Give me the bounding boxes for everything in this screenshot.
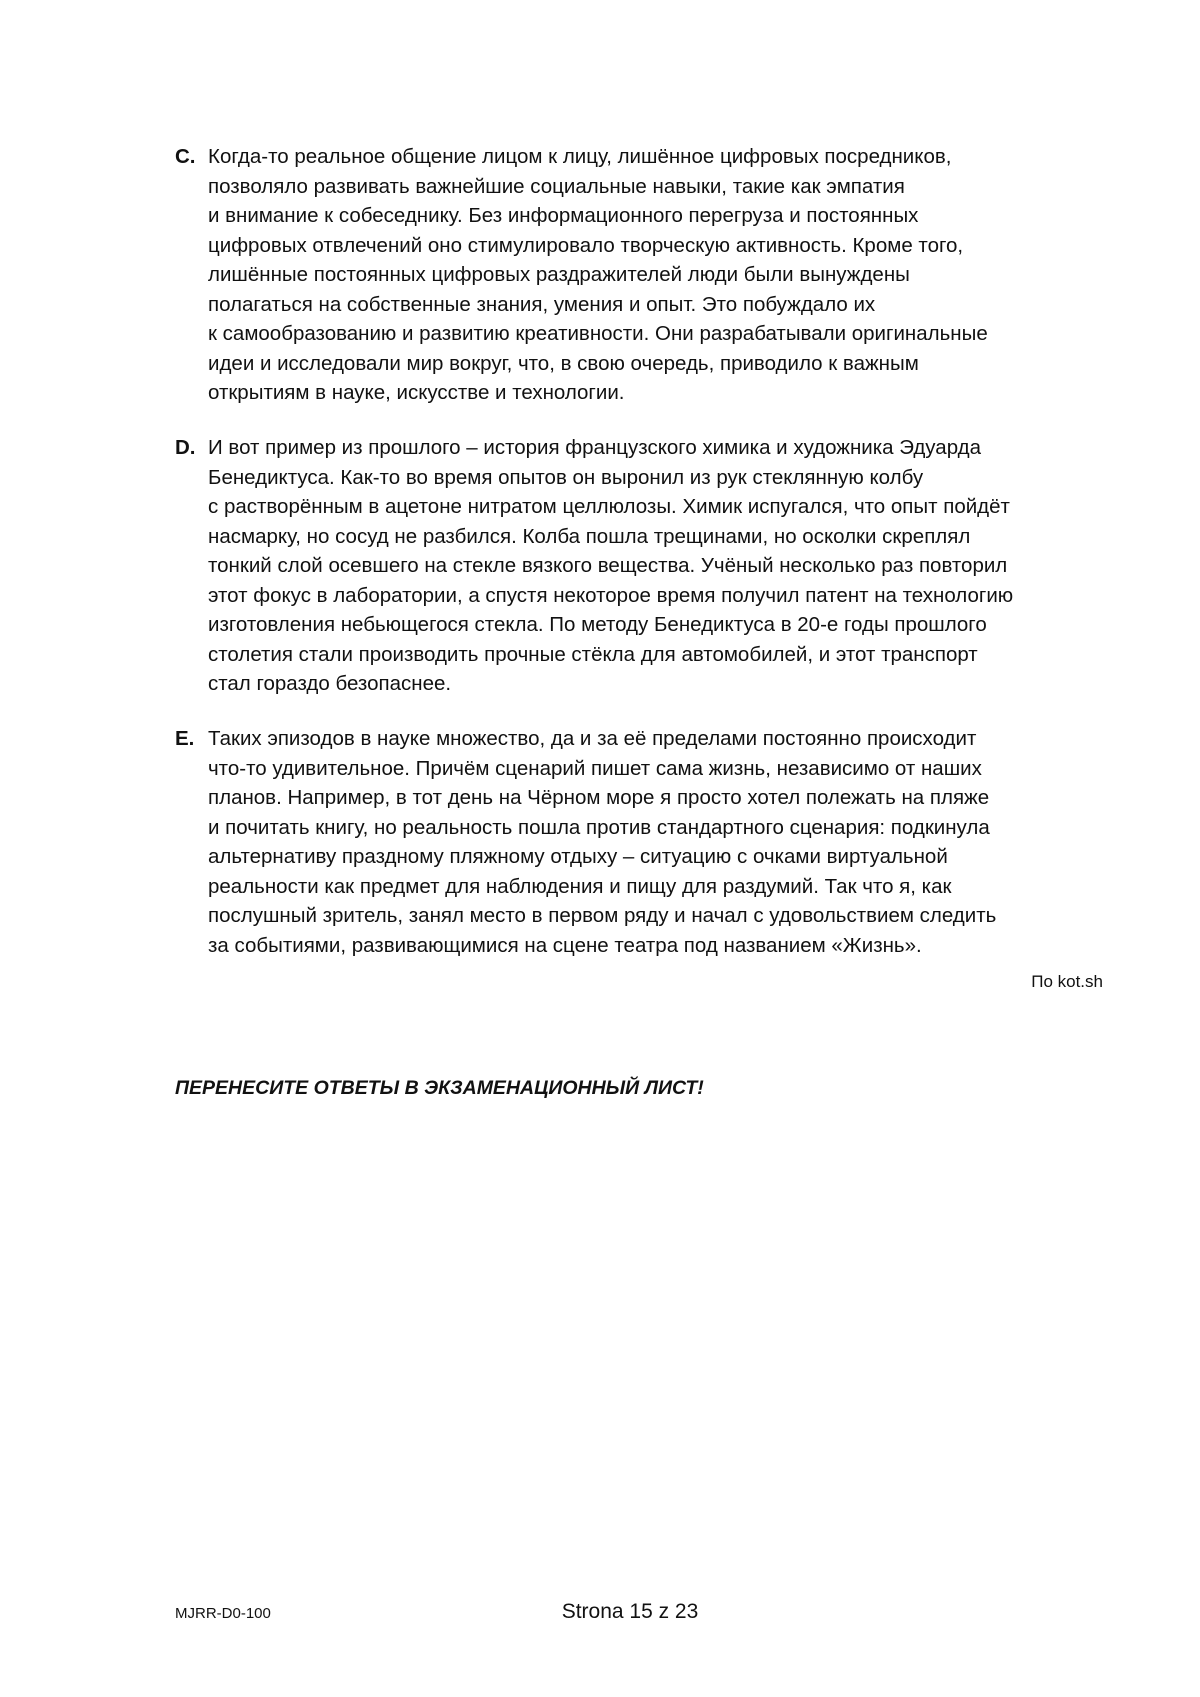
text-line: этот фокус в лаборатории, а спустя некоторое время получил патент на технологию: [208, 583, 1014, 607]
text-line: за событиями, развивающимися на сцене театра под названием «Жизнь».: [208, 933, 922, 957]
text-line: и внимание к собеседнику. Без информационного перегруза и постоянных: [208, 204, 919, 227]
footer-page-number: Strona 15 z 23: [561, 1600, 699, 1623]
text-line: и почитать книгу, но реальность пошла против стандартного сценария: подкинула: [208, 815, 990, 839]
text-line: послушный зритель, занял место в первом ряду и начал с удовольствием следить: [208, 904, 997, 927]
paragraph-letter: E.: [175, 727, 195, 750]
text-line: реальности как предмет для наблюдения и пищу для раздумий. Так что я, как: [208, 874, 952, 898]
paragraph-body: [208, 433, 1013, 699]
paragraph-body: [208, 142, 988, 408]
text-line: Когда-то реальное общение лицом к лицу, лишённое цифровых посредников,: [208, 145, 952, 168]
text-line: позволяло развивать важнейшие социальные навыки, такие как эмпатия: [208, 174, 905, 198]
text-line: стал гораздо безопаснее.: [208, 672, 452, 695]
text-line: столетия стали производить прочные стёкла для автомобилей, и этот транспорт: [208, 642, 978, 666]
text-line: идеи и исследовали мир вокруг, что, в свою очередь, приводило к важным: [208, 351, 919, 375]
paragraph-letter: C.: [175, 145, 196, 168]
paragraph-letter: D.: [175, 436, 196, 459]
text-line: с растворённым в ацетоне нитратом целлюлозы. Химик испугался, что опыт пойдёт: [208, 495, 1010, 518]
text-line: планов. Например, в тот день на Чёрном море я просто хотел полежать на пляже: [208, 786, 990, 809]
exam-instruction: ПЕРЕНЕСИТЕ ОТВЕТЫ В ЭКЗАМЕНАЦИОННЫЙ ЛИСТ!: [175, 1077, 704, 1099]
text-line: Бенедиктуса. Как-то во время опытов он выронил из рук стеклянную колбу: [208, 465, 924, 489]
text-line: открытиям в науке, искусстве и технологии.: [208, 381, 625, 404]
text-line: полагаться на собственные знания, умения и опыт. Это побуждало их: [208, 292, 876, 316]
text-line: тонкий слой осевшего на стекле вязкого вещества. Учёный несколько раз повторил: [208, 554, 1008, 577]
text-line: изготовления небьющегося стекла. По методу Бенедиктуса в 20-е годы прошлого: [208, 613, 987, 636]
text-line: насмарку, но сосуд не разбился. Колба пошла трещинами, но осколки скреплял: [208, 524, 971, 548]
text-line: альтернативу праздному пляжному отдыху – ситуацию с очками виртуальной: [208, 845, 948, 868]
text-line: Таких эпизодов в науке множество, да и за её пределами постоянно происходит: [208, 727, 977, 750]
source-attribution: По kot.sh: [1031, 972, 1103, 991]
text-line: цифровых отвлечений оно стимулировало творческую активность. Кроме того,: [208, 233, 964, 257]
paragraph-body: [208, 724, 996, 960]
text-line: к самообразованию и развитию креативности. Они разрабатывали оригинальные: [208, 322, 988, 345]
text-line: лишённые постоянных цифровых раздражителей люди были вынуждены: [208, 263, 910, 286]
text-line: что-то удивительное. Причём сценарий пишет сама жизнь, независимо от наших: [208, 756, 982, 780]
text-line: И вот пример из прошлого – история французского химика и художника Эдуарда: [208, 436, 982, 459]
footer-exam-code: MJRR-D0-100: [175, 1605, 271, 1622]
